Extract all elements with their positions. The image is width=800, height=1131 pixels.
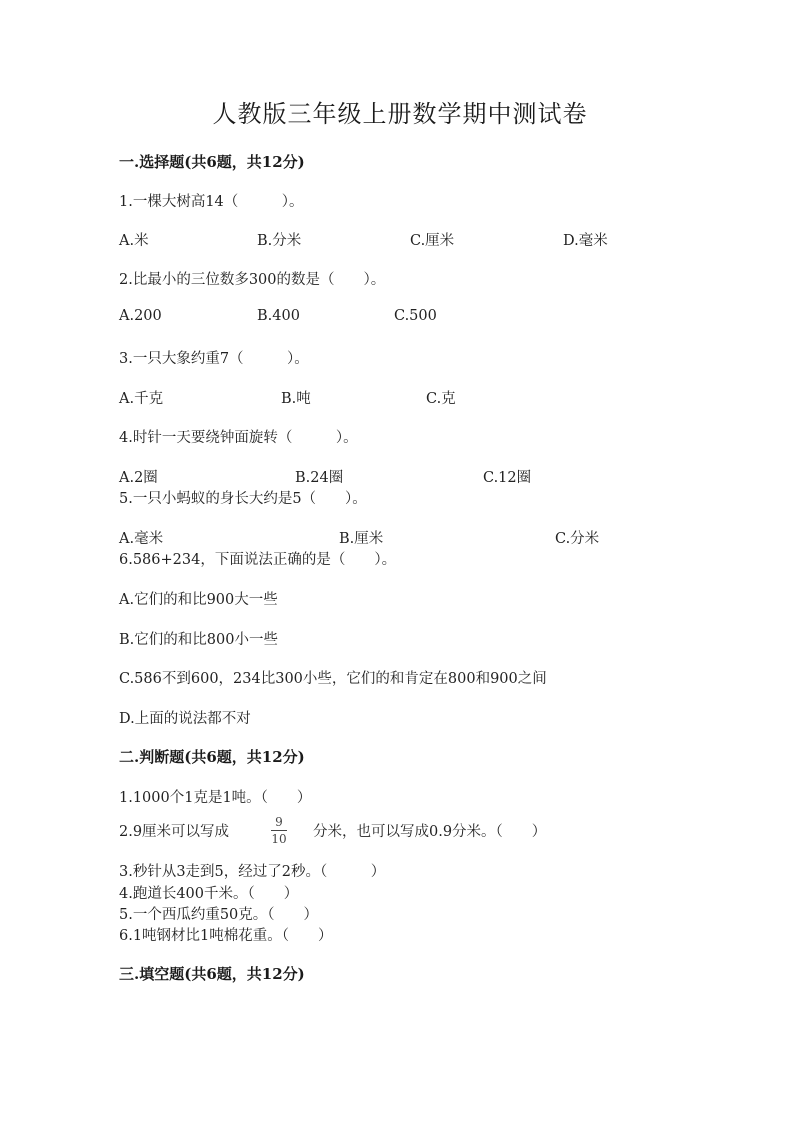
option-b: B.吨 bbox=[281, 391, 311, 407]
option-d: D.毫米 bbox=[563, 233, 608, 249]
question-stem: 5.一只小蚂蚁的身长大约是5（ ）。 bbox=[119, 491, 367, 507]
section-heading-judgment: 二.判断题(共6题，共12分) bbox=[119, 748, 305, 766]
judgment-item: 4.跑道长400千米。（ ） bbox=[119, 886, 299, 902]
judgment-item-text-before: 2.9厘米可以写成 bbox=[119, 824, 230, 840]
question-stem: 2.比最小的三位数多300的数是（ ）。 bbox=[119, 272, 386, 288]
option-c: C.586不到600，234比300小些，它们的和肯定在800和900之间 bbox=[119, 671, 547, 687]
question-stem: 1.一棵大树高14（ ）。 bbox=[119, 194, 304, 210]
option-a: A.毫米 bbox=[119, 531, 164, 547]
judgment-item: 1.1000个1克是1吨。（ ） bbox=[119, 790, 312, 806]
option-b: B.400 bbox=[257, 308, 300, 324]
fraction-numerator: 9 bbox=[275, 815, 283, 829]
option-a: A.2圈 bbox=[119, 470, 158, 486]
judgment-item-text-after: 分米，也可以写成0.9分米。（ ） bbox=[313, 824, 547, 840]
question-stem: 4.时针一天要绕钟面旋转（ ）。 bbox=[119, 430, 358, 446]
option-c: C.500 bbox=[394, 308, 437, 324]
section-heading-fill-in: 三.填空题(共6题，共12分) bbox=[119, 965, 305, 983]
fraction-denominator: 10 bbox=[271, 832, 287, 846]
fraction bbox=[271, 815, 287, 846]
option-a: A.千克 bbox=[119, 391, 164, 407]
judgment-item: 3.秒针从3走到5，经过了2秒。（ ） bbox=[119, 864, 386, 880]
option-d: D.上面的说法都不对 bbox=[119, 711, 251, 727]
option-c: C.厘米 bbox=[410, 233, 455, 249]
fraction-bar bbox=[271, 830, 287, 831]
option-c: C.12圈 bbox=[483, 470, 532, 486]
option-a: A.它们的和比900大一些 bbox=[119, 592, 278, 608]
option-b: B.24圈 bbox=[295, 470, 344, 486]
option-c: C.分米 bbox=[555, 531, 600, 547]
option-b: B.分米 bbox=[257, 233, 302, 249]
page-title: 人教版三年级上册数学期中测试卷 bbox=[212, 100, 588, 128]
option-a: A.200 bbox=[119, 308, 162, 324]
option-b: B.它们的和比800小一些 bbox=[119, 632, 278, 648]
section-heading-choice: 一.选择题(共6题，共12分) bbox=[119, 153, 305, 171]
option-c: C.克 bbox=[426, 391, 456, 407]
option-a: A.米 bbox=[119, 233, 149, 249]
option-b: B.厘米 bbox=[339, 531, 384, 547]
judgment-item: 5.一个西瓜约重50克。（ ） bbox=[119, 907, 319, 923]
judgment-item: 6.1吨钢材比1吨棉花重。（ ） bbox=[119, 928, 333, 944]
question-stem: 3.一只大象约重7（ ）。 bbox=[119, 351, 309, 367]
question-stem: 6.586+234，下面说法正确的是（ ）。 bbox=[119, 552, 397, 568]
